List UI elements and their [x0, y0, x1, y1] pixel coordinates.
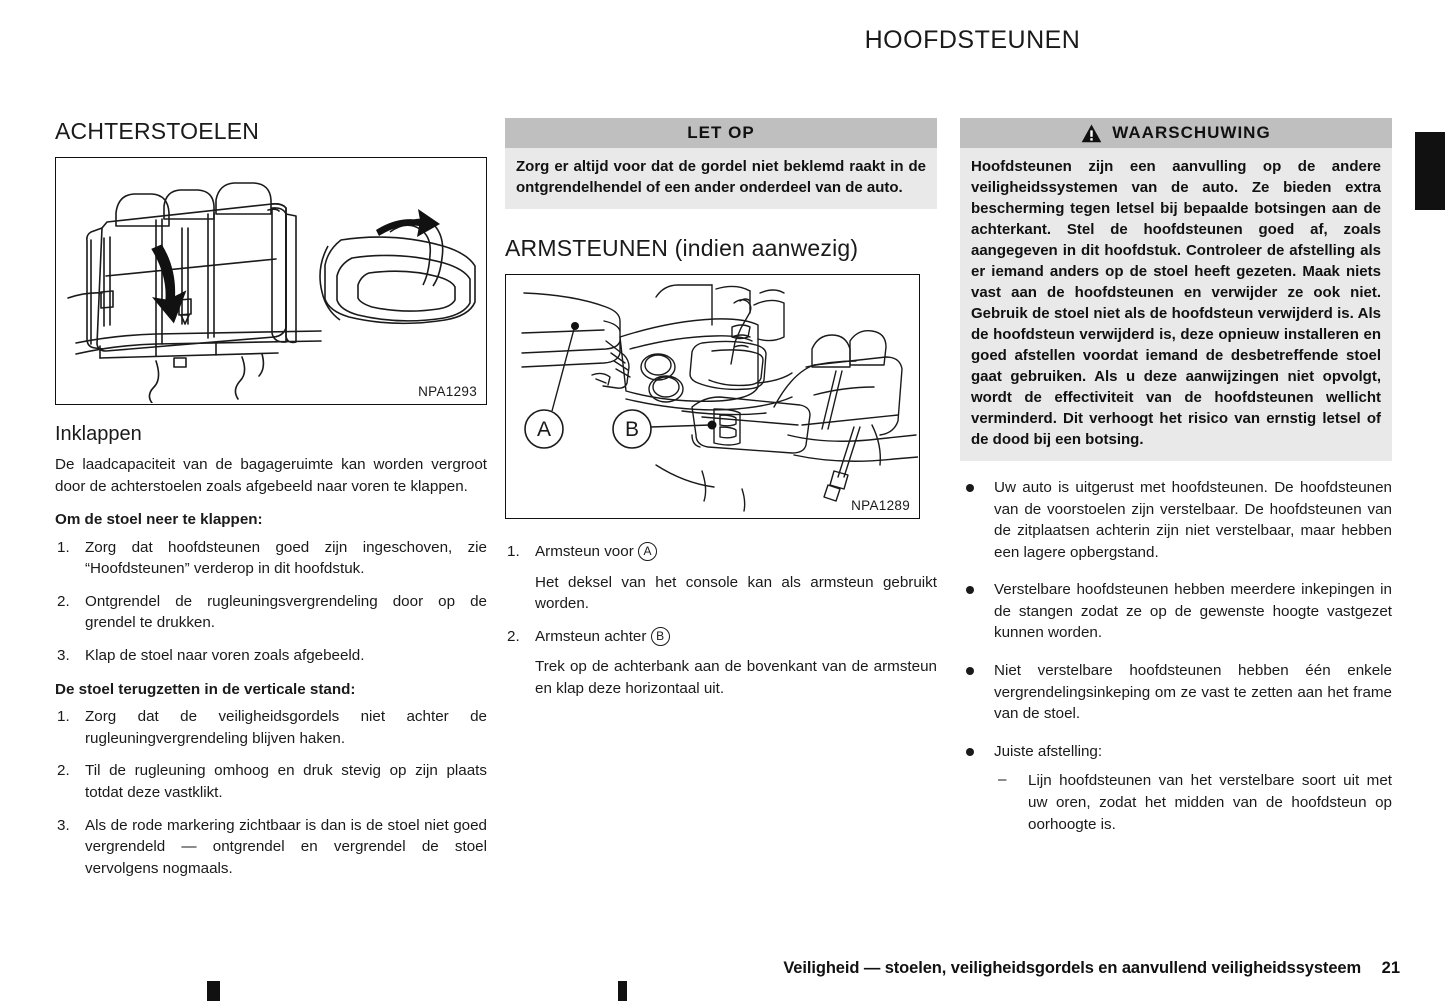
inklappen-intro-text: De laadcapaciteit van de bagageruimte kan worden vergroot door de achterstoelen zoals afgebeeld naar voren te klappen. [55, 456, 487, 495]
page-footer [0, 959, 1445, 978]
rear-seat-folding-illustration [56, 158, 485, 403]
list-text: Uw auto is uitgerust met hoofdsteunen. De hoofdsteunen van de voorstoelen zijn verstelbaar. De hoofdsteunen van de zitplaatsen achterin zijn niet verstelbaar, maar hebben een lagere opbergstand. [994, 479, 1392, 561]
warning-box [960, 118, 1392, 461]
list-item [960, 741, 1392, 835]
upright-heading: De stoel terugzetten in de verticale stand: [55, 680, 356, 698]
upright-steps [55, 706, 487, 879]
list-text: Zorg dat hoofdsteunen goed zijn ingeschoven, zie “Hoofdsteunen” verderop in dit hoofdstuk. [85, 538, 487, 578]
callout-ref-b: B [651, 627, 670, 646]
list-item [505, 626, 937, 700]
caution-heading-label: LET OP [687, 123, 755, 142]
armrest-illustration [506, 275, 918, 517]
registration-mark-middle [618, 981, 627, 1001]
caution-box [505, 118, 937, 209]
bullet-dot-icon [966, 484, 974, 492]
page-title: HOOFDSTEUNEN [864, 26, 1081, 54]
list-item [55, 815, 487, 880]
list-item [994, 770, 1392, 835]
bullet-dot-icon [966, 748, 974, 756]
list-marker: 1. [57, 708, 70, 726]
list-marker: 2. [57, 762, 70, 780]
list-marker: 1. [57, 538, 70, 556]
warning-triangle-icon [1081, 124, 1102, 143]
fold-down-heading: Om de stoel neer te klappen: [55, 511, 263, 529]
list-item [55, 760, 487, 803]
list-item [55, 706, 487, 749]
page-running-header [0, 26, 1445, 55]
adjustment-sub-list [994, 770, 1392, 835]
fold-arrow-icon [145, 242, 191, 326]
list-marker: 3. [57, 647, 70, 665]
armrest-figure [505, 274, 920, 519]
callout-b [613, 410, 717, 448]
svg-text:A: A [536, 418, 552, 441]
list-marker: 2. [57, 592, 70, 610]
chapter-thumb-tab [1415, 132, 1445, 210]
rear-seat-folding-figure [55, 157, 487, 405]
list-text: Lijn hoofdsteunen van het verstelbare soort uit met uw oren, zodat het midden van de hoofdsteun op oorhoogte is. [1028, 772, 1392, 833]
page-columns [55, 118, 1400, 918]
list-marker: 3. [57, 816, 70, 834]
list-text: Til de rugleuning omhoog en druk stevig op zijn plaats totdat deze vastklikt. [85, 762, 487, 801]
fold-down-steps [55, 537, 487, 667]
list-item [960, 660, 1392, 725]
list-item [55, 537, 487, 580]
armrest-rear-detail: Trek op de achterbank aan de bovenkant van de armsteun en klap deze horizontaal uit. [535, 658, 937, 697]
registration-mark-left [207, 981, 220, 1001]
section-heading-armrests: ARMSTEUNEN (indien aanwezig) [505, 235, 859, 261]
list-text: Niet verstelbare hoofdsteunen hebben één enkele vergrendelingsinkeping om ze vast te zetten aan het frame van de stoel. [994, 662, 1392, 723]
bullet-dot-icon [966, 667, 974, 675]
armrest-front-detail: Het deksel van het console kan als armsteun gebruikt worden. [535, 573, 937, 613]
list-marker: 2. [507, 627, 520, 645]
list-item [505, 541, 937, 615]
warning-heading-label: WAARSCHUWING [1112, 123, 1271, 142]
list-marker: 1. [507, 543, 520, 560]
caution-box-heading [505, 118, 937, 148]
list-text: Als de rode markering zichtbaar is dan is de stoel niet goed vergrendeld — ontgrendel en vergrendel de stoel vervolgens nogmaals. [85, 816, 487, 877]
callout-ref-a: A [638, 542, 657, 561]
headrest-bullet-list [960, 477, 1392, 835]
callout-a [525, 322, 579, 448]
middle-column [505, 118, 937, 699]
list-item [55, 591, 487, 634]
figure-id-npa1293: NPA1293 [418, 384, 477, 399]
warning-box-text: Hoofdsteunen zijn een aanvulling op de andere veiligheidssystemen van de auto. Ze bieden extra bescherming tegen letsel bij bepaalde botsingen aan de achterkant. Stel de hoofdsteunen goed af, zoals aangegeven in dit hoofdstuk. Controleer de afstelling als er iemand anders op de stoel heeft gezeten. Maak niets vast aan de hoofdsteunen en verwijder ze ook niet. Gebruik de stoel niet als de hoofdsteun verwijderd is. Als de hoofdsteun verwijderd is, deze opnieuw installeren en goed afstellen voordat iemand de desbetreffende stoel gaat gebruiken. Als u deze aanwijzingen niet opvolgt, wordt de effectiviteit van de hoofdsteunen wellicht verminderd. Dit verhoogt het risico van ernstig letsel of de dood bij een botsing. [971, 158, 1381, 448]
subsection-heading-inklappen: Inklappen [55, 423, 142, 445]
list-item [960, 579, 1392, 644]
list-text: Juiste afstelling: [994, 742, 1103, 760]
armrest-items [505, 541, 937, 699]
list-text: Ontgrendel de rugleuningsvergrendeling door op de grendel te drukken. [85, 592, 487, 632]
list-text: Verstelbare hoofdsteunen hebben meerdere inkepingen in de stangen zodat ze op de gewenste hoogte vastgezet kunnen worden. [994, 581, 1392, 642]
bullet-dot-icon [966, 586, 974, 594]
left-column [55, 118, 487, 879]
section-heading-rear-seats: ACHTERSTOELEN [55, 118, 260, 144]
list-text: Armsteun achter [535, 627, 647, 645]
svg-text:B: B [624, 418, 640, 441]
list-item [960, 477, 1392, 563]
list-item [55, 645, 487, 667]
figure-id-npa1289: NPA1289 [851, 498, 910, 513]
list-text: Armsteun voor [535, 543, 634, 560]
dash-marker: – [998, 771, 1007, 789]
latch-arrow-icon [376, 209, 440, 237]
list-text: Zorg dat de veiligheidsgordels niet achter de rugleuningvergrendeling blijven haken. [85, 708, 487, 747]
caution-box-text: Zorg er altijd voor dat de gordel niet beklemd raakt in de ontgrendelhendel of een ander onderdeel van de auto. [516, 158, 926, 196]
list-text: Klap de stoel naar voren zoals afgebeeld. [85, 647, 365, 665]
footer-chapter-title: Veiligheid — stoelen, veiligheidsgordels en aanvullend veiligheidssysteem [783, 959, 1362, 977]
right-column [960, 118, 1392, 835]
warning-box-heading [960, 118, 1392, 148]
footer-page-number: 21 [1381, 959, 1400, 977]
